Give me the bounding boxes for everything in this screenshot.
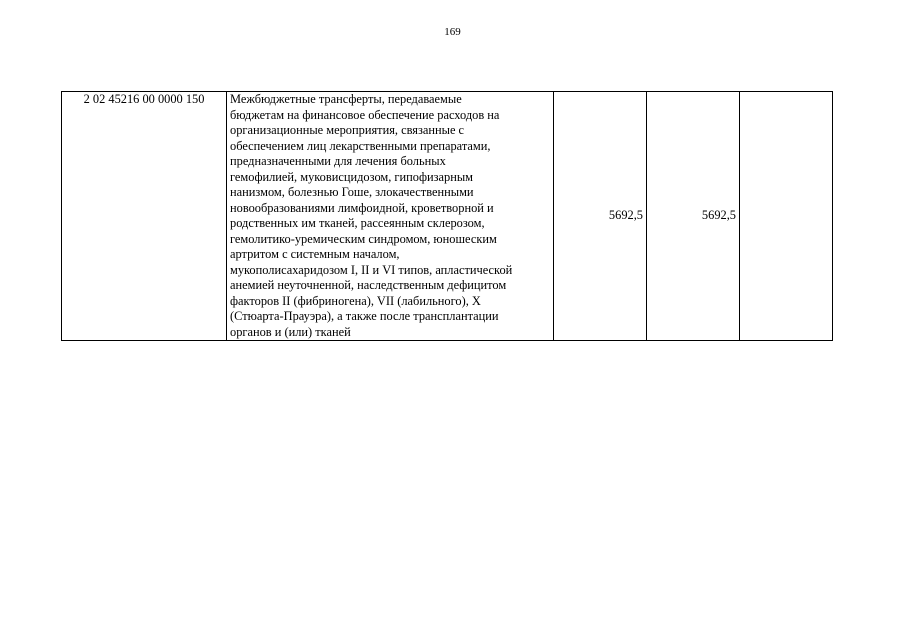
description-line: (Стюарта-Прауэра), а также после трансплантации <box>230 309 499 323</box>
description-line: гемофилией, муковисцидозом, гипофизарным <box>230 169 474 184</box>
income-description <box>227 92 554 341</box>
description-line: обеспечением лиц лекарственными препаратами, <box>230 138 491 153</box>
description-line: Межбюджетные трансферты, передаваемые <box>230 92 462 106</box>
page-number: 169 <box>444 26 461 38</box>
budget-classification-code: 2 02 45216 00 0000 150 <box>62 92 227 341</box>
description-line: нанизмом, болезнью Гоше, злокачественными <box>230 185 474 199</box>
description-line: гемолитико-уремическим синдромом, юношеским <box>230 231 497 246</box>
table-row <box>62 92 833 341</box>
description-line: бюджетам на финансовое обеспечение расходов на <box>230 107 500 122</box>
description-line: факторов II (фибриногена), VII (лабильного), X <box>230 293 481 308</box>
budget-table <box>61 91 833 341</box>
description-line: органов и (или) тканей <box>230 324 351 339</box>
description-line: мукополисахаридозом I, II и VI типов, апластической <box>230 262 513 277</box>
description-line: организационные мероприятия, связанные с <box>230 123 465 137</box>
description-line: предназначенными для лечения больных <box>230 154 446 168</box>
description-line: новообразованиями лимфоидной, кроветворной и <box>230 200 494 215</box>
amount-cell-1: 5692,5 <box>554 92 647 341</box>
amount-cell-3 <box>740 92 833 341</box>
description-line: родственных им тканей, рассеянным склерозом, <box>230 216 485 230</box>
amount-cell-2: 5692,5 <box>647 92 740 341</box>
description-line: артритом с системным началом, <box>230 247 400 261</box>
description-line: анемией неуточненной, наследственным дефицитом <box>230 278 507 292</box>
